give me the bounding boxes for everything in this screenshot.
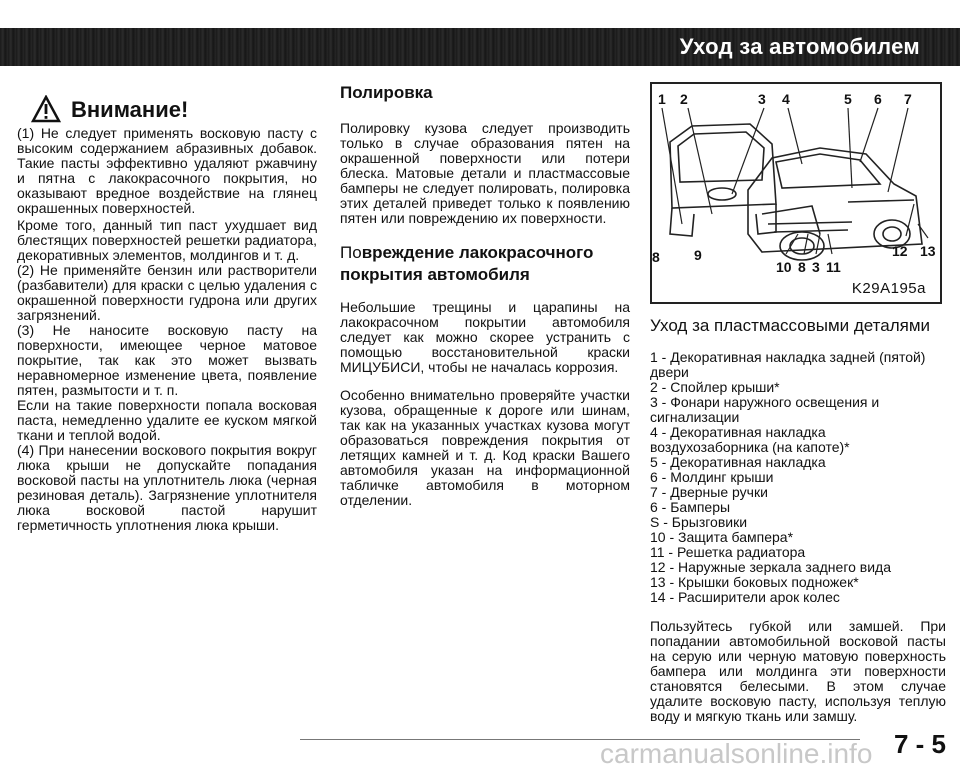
car-diagram-figure [650, 82, 942, 304]
list-item: 10 - Защита бампера* [650, 529, 794, 545]
warning-column [17, 92, 317, 533]
warning-paragraph: (3) Не наносите восковую пасту на поверхности, имеющее черное матовое покрытие, так как это может вызвать неравномерное изменение цвета, появление пятен, размытости и т. п. [17, 322, 317, 398]
damage-title-rest: вреждение лакокрасочного покрытия автомобиля [340, 243, 594, 284]
list-item: 5 - Декоративная накладка [650, 454, 826, 470]
warning-title: Внимание! [71, 96, 189, 122]
list-item: 6 - Молдинг крыши [650, 469, 774, 485]
figure-label: 12 [892, 243, 908, 259]
warning-paragraph: (2) Не применяйте бензин или растворители (разбавители) для краски с целью удаления с окрашенной поверхности гудрона или других загрязнений. [17, 262, 317, 323]
warning-paragraph: (1) Не следует применять восковую пасту с высоким содержанием абразивных добавок. Такие пасты эффективно удаляют ржавчину и пятна с лакокрасочного покрытия, но оказывают вредное воздействие на глянец окрашенных поверхностей. [17, 125, 317, 216]
list-item: 11 - Решетка радиатора [650, 544, 806, 560]
damage-title-prefix: По [340, 243, 362, 262]
parts-list [650, 350, 946, 605]
list-item: 2 - Спойлер крыши* [650, 379, 780, 395]
list-item: 7 - Дверные ручки [650, 484, 768, 500]
list-item: 1 - Декоративная накладка задней (пятой) двери [650, 349, 926, 380]
figure-label: 10 [776, 259, 792, 275]
warning-triangle-icon [31, 95, 61, 123]
page-header-title: Уход за автомобилем [679, 34, 920, 59]
figure-label: 5 [844, 91, 852, 107]
car-illustration [652, 84, 940, 302]
figure-label: 3 [758, 91, 766, 107]
warning-heading [17, 92, 317, 126]
warning-paragraph: Если на такие поверхности попала восковая паста, немедленно удалите ее куском мягкой ткани и теплой водой. [17, 397, 317, 443]
list-item: 6 - Бамперы [650, 499, 731, 515]
damage-paragraph: Небольшие трещины и царапины на лакокрасочном покрытии автомобиля следует как можно скорее устранить с помощью восстановительной краски МИЦУБИСИ, чтобы не началась коррозия. [340, 299, 630, 375]
figure-label: 9 [694, 247, 702, 263]
polishing-text: Полировку кузова следует производить только в случае образования пятен на окрашенной поверхности или потери блеска. Матовые детали и пластмассовые бамперы не следует полировать, полировка этих деталей приведет только к появлению пятен или повреждению их поверхности. [340, 120, 630, 226]
figure-label: 1 [658, 91, 666, 107]
figure-label: 6 [874, 91, 882, 107]
damage-title [340, 242, 630, 286]
polishing-column [340, 82, 630, 508]
list-item: 4 - Декоративная накладка воздухозаборника (на капоте)* [650, 424, 850, 455]
watermark: carmanualsonline.info [600, 738, 873, 769]
figure-code: K29A195a [851, 280, 926, 297]
list-item: S - Брызговики [650, 514, 748, 530]
polishing-title: Полировка [340, 83, 433, 102]
plastic-column [650, 82, 946, 724]
figure-label: 8 [798, 259, 806, 275]
figure-label: 3 [812, 259, 820, 275]
figure-label: 2 [680, 91, 688, 107]
page-number: 7 - 5 [893, 729, 946, 759]
list-item: 12 - Наружные зеркала заднего вида [650, 559, 892, 575]
list-item: 13 - Крышки боковых подножек* [650, 574, 859, 590]
figure-label: 8 [652, 249, 660, 265]
list-item: 14 - Расширители арок колес [650, 589, 840, 605]
figure-label: 7 [904, 91, 912, 107]
damage-paragraph: Особенно внимательно проверяйте участки кузова, обращенные к дороге или шинам, так как на указанных участках кузова могут образоваться повреждения покрытия от летящих камней и т. д. Код краски Вашего автомобиля указан на информационной табличке автомобиля в моторном отделении. [340, 387, 630, 508]
plastic-closing-text: Пользуйтесь губкой или замшей. При попадании автомобильной восковой пасты на серую или черную матовую поверхность бампера или молдинга эти поверхности становятся белесыми. В этом случае удалите восковую пасту, используя теплую воду и мягкую ткань или замшу. [650, 618, 946, 724]
figure-label: 11 [826, 259, 841, 275]
list-item: 3 - Фонари наружного освещения и сигнализации [650, 394, 880, 425]
warning-paragraph: Кроме того, данный тип паст ухудшает вид блестящих поверхностей решетки радиатора, декоративных элементов, молдингов и т. д. [17, 217, 317, 263]
figure-label: 13 [920, 243, 936, 259]
figure-label: 4 [782, 91, 790, 107]
plastic-title: Уход за пластмассовыми деталями [650, 316, 931, 335]
warning-paragraph: (4) При нанесении воскового покрытия вокруг люка крыши не допускайте попадания восковой пасты на уплотнитель люка (черная резиновая деталь). Загрязнение уплотнителя люка восковой пастой нарушит герметичность уплотнения люка крыши. [17, 442, 317, 533]
